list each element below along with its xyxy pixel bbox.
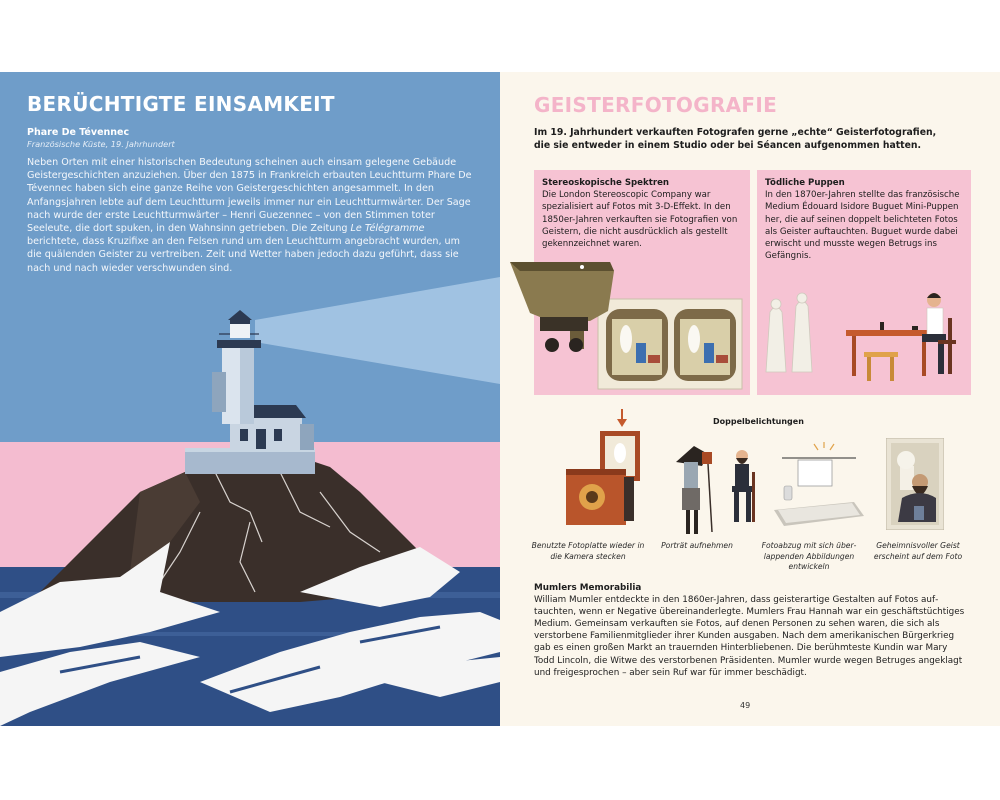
place-name: Phare De Tévennec bbox=[27, 127, 130, 138]
box1-heading: Stereoskopische Spektren bbox=[542, 178, 670, 188]
camera-plate-illustration bbox=[562, 407, 642, 532]
mumler-text: William Mumler entdeckte in den 1860er-Jahren, dass geisterartige Gestalten auf Fotos auftauchten, wenn er Negative übereinanderlegte. Mumlers Frau Hannah war ein geschäftstüchtiges Medium. Gemeinsam verkauften sie Fotos, auf denen Personen zu sehen waren, die sich als verstorbene Familienmitglieder ihrer Kunden ausgaben. Nach dem amerikanischen Bürgerkrieg gab es einen großen Markt an trauernden Hinterbliebenen. Die berühmteste Kundin war Mary Todd Lincoln, die Witwe des verstorbenen Präsidenten. Mumler wurde wegen Betruges angeklagt und freigesprochen – aber sein Ruf war für immer beschädigt. bbox=[534, 595, 965, 678]
mumler-section bbox=[534, 582, 966, 679]
double-exposure-heading: Doppelbelichtungen bbox=[713, 417, 804, 426]
caption-develop-print: Fotoabzug mit sich überlappenden Abbildungen entwickeln bbox=[761, 541, 857, 571]
ghost-photo-illustration bbox=[886, 438, 944, 530]
box2-text-block bbox=[765, 177, 961, 262]
stereoscope-illustration bbox=[510, 257, 750, 392]
page-title: BERÜCHTIGTE EINSAMKEIT bbox=[27, 92, 335, 116]
box1-text-block bbox=[542, 177, 738, 250]
right-page bbox=[500, 72, 1000, 726]
left-page bbox=[0, 72, 500, 726]
caption-take-portrait: Porträt aufnehmen bbox=[661, 541, 733, 550]
body-part-1: Neben Orten mit einer historischen Bedeutung scheinen auch einsam gelegene Gebäude Geistergeschichten anzuziehen. Über den 1875 in Frankreich erbauten Leuchtturm Phare De Tévennec haben sich eine ganze Reihe von Geistergeschichten angesammelt. In den Anfangsjahren lebte auf dem Leuchtturm jeweils immer nur ein Leuchtturmwärter. Der Sage nach wurde der erste Leuchtturmwärter – Henri Guezennec – von den Stimmen toter Seeleute, die dort spuken, in den Wahnsinn getrieben. Die Zeitung bbox=[27, 157, 472, 235]
body-part-2: berichtete, dass Kruzifixe an den Felsen rund um den Leuchtturm angebracht wurden, um die quälenden Geister zu vertreiben. Zeit und Wetter haben jedoch dazu geführt, dass sie nach und nach wieder verschwunden sind. bbox=[27, 236, 460, 274]
caption-insert-plate: Benutzte Fotoplatte wieder in die Kamera stecken bbox=[531, 541, 645, 561]
caption-ghost-appears: Geheimnisvoller Geist erscheint auf dem Foto bbox=[873, 541, 963, 561]
seance-illustration bbox=[762, 284, 967, 389]
box2-text: In den 1870er-Jahren stellte das französische Medium Édouard Isidore Buguet Mini-Puppen her, die auf seinen doppelt belichteten Fotos als Geister auftauchten. Buguet wurde dabei erwischt und musste wegen Betrugs ins Gefängnis. bbox=[765, 190, 960, 262]
place-location: Französische Küste, 19. Jahrhundert bbox=[27, 139, 175, 149]
page-number: 49 bbox=[740, 701, 751, 710]
left-text-block bbox=[27, 92, 472, 275]
box1-text: Die London Stereoscopic Company war spezialisiert auf Fotos mit 3-D-Effekt. In den 1850er-Jahren verkauften sie Fotografien von Geistern, die nicht ausdrücklich als gestellt gekennzeichnet waren. bbox=[542, 190, 738, 250]
photo-development-illustration bbox=[768, 440, 868, 532]
left-body-text bbox=[27, 156, 472, 275]
mumler-heading: Mumlers Memorabilia bbox=[534, 583, 642, 593]
intro-text: Im 19. Jahrhundert verkauften Fotografen gerne „echte“ Geisterfotografien, die sie entweder in einem Studio oder bei Séancen aufgenommen hatten. bbox=[534, 127, 937, 151]
box2-heading: Tödliche Puppen bbox=[765, 178, 845, 188]
portrait-illustration bbox=[672, 432, 762, 537]
page-title-right: GEISTERFOTOGRAFIE bbox=[534, 93, 778, 117]
book-spread bbox=[0, 72, 1000, 726]
newspaper-name: Le Télégramme bbox=[350, 223, 425, 235]
